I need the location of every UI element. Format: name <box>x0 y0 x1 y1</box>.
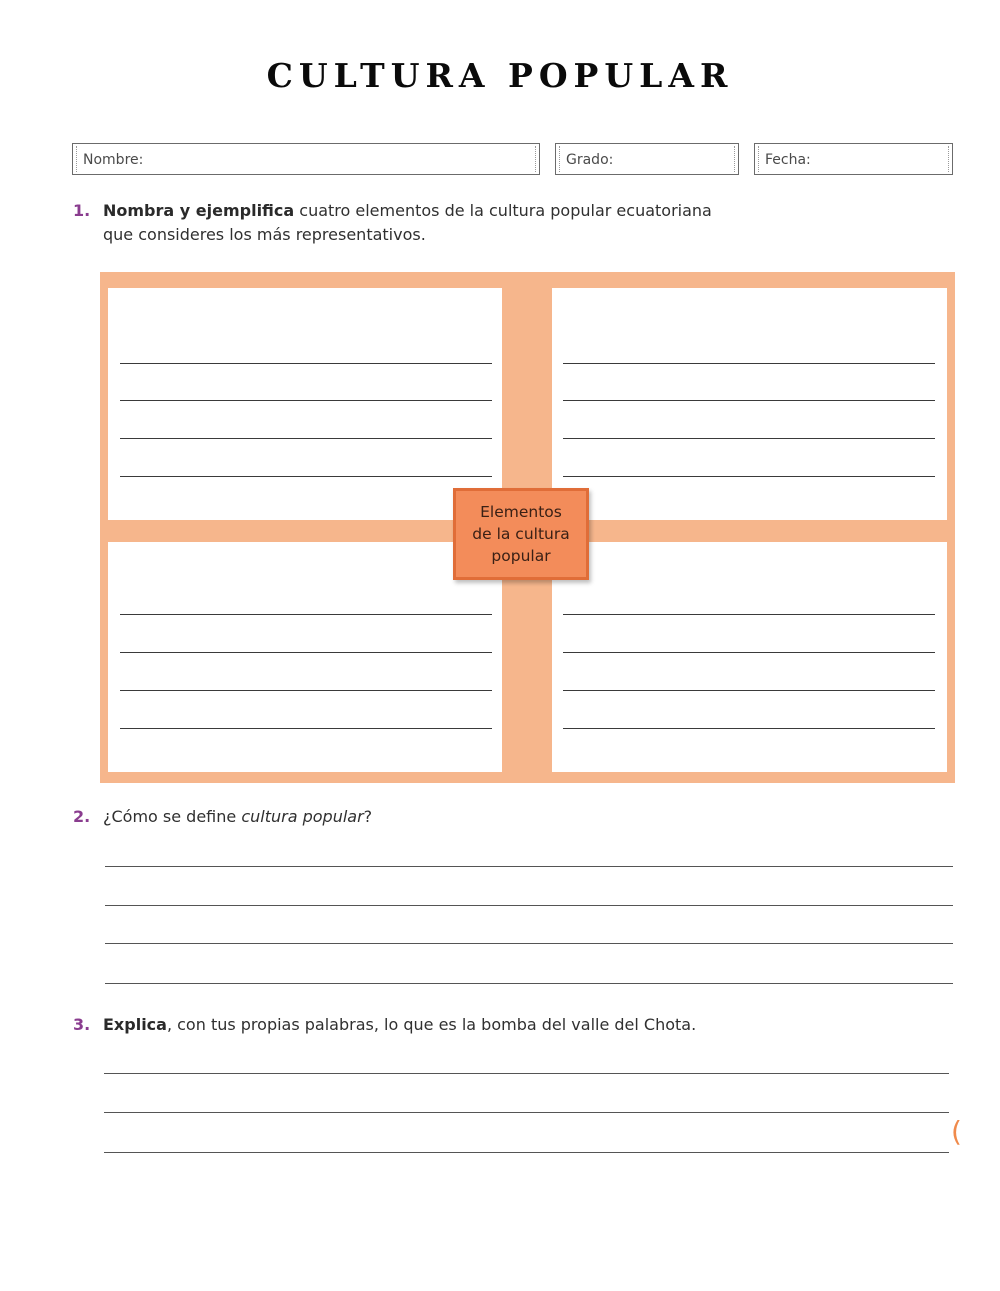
writing-line <box>563 363 935 364</box>
question-3-bold: Explica <box>103 1015 167 1034</box>
question-2 <box>73 805 372 829</box>
answer-line[interactable] <box>105 943 953 944</box>
answer-line[interactable] <box>104 1152 949 1153</box>
question-2-number: 2. <box>73 807 91 826</box>
question-3-text: , con tus propias palabras, lo que es la bomba del valle del Chota. <box>166 1015 697 1034</box>
answer-line[interactable] <box>104 1073 949 1074</box>
writing-line <box>120 400 492 401</box>
grado-label: Grado: <box>566 152 614 168</box>
writing-line <box>120 652 492 653</box>
question-1 <box>73 199 712 247</box>
writing-line <box>563 614 935 615</box>
center-label-line3: popular <box>491 547 551 565</box>
writing-line <box>563 690 935 691</box>
question-1-text: cuatro elementos de la cultura popular ecuatoriana <box>294 201 712 220</box>
fecha-field[interactable] <box>754 143 953 175</box>
writing-line <box>120 728 492 729</box>
answer-box-top-right[interactable] <box>552 288 947 520</box>
nombre-label: Nombre: <box>83 152 144 168</box>
page-title: CULTURA POPULAR <box>266 56 734 95</box>
question-2-italic: cultura popular <box>241 807 364 826</box>
answer-line[interactable] <box>105 905 953 906</box>
writing-line <box>563 400 935 401</box>
writing-line <box>563 652 935 653</box>
question-3-number: 3. <box>73 1015 91 1034</box>
question-1-number: 1. <box>73 201 91 220</box>
writing-line <box>563 728 935 729</box>
center-label-line2: de la cultura <box>472 525 570 543</box>
writing-line <box>120 476 492 477</box>
writing-line <box>563 476 935 477</box>
center-label-line1: Elementos <box>480 503 562 521</box>
question-1-text-line2: que consideres los más representativos. <box>103 225 426 244</box>
answer-line[interactable] <box>104 1112 949 1113</box>
writing-line <box>563 438 935 439</box>
writing-line <box>120 363 492 364</box>
writing-line <box>120 614 492 615</box>
fecha-label: Fecha: <box>765 152 811 168</box>
decorative-swirl-icon: ( <box>951 1115 962 1148</box>
writing-line <box>120 690 492 691</box>
grado-field[interactable] <box>555 143 739 175</box>
question-2-text-post: ? <box>363 807 373 826</box>
question-3 <box>73 1013 696 1037</box>
answer-line[interactable] <box>105 983 953 984</box>
question-1-bold: Nombra y ejemplifica <box>103 201 295 220</box>
answer-box-bottom-left[interactable] <box>108 542 502 772</box>
answer-box-bottom-right[interactable] <box>552 542 947 772</box>
question-2-text-pre: ¿Cómo se define <box>103 807 242 826</box>
nombre-field[interactable] <box>72 143 540 175</box>
answer-box-top-left[interactable] <box>108 288 502 520</box>
diagram-center-label <box>453 488 589 580</box>
writing-line <box>120 438 492 439</box>
answer-line[interactable] <box>105 866 953 867</box>
